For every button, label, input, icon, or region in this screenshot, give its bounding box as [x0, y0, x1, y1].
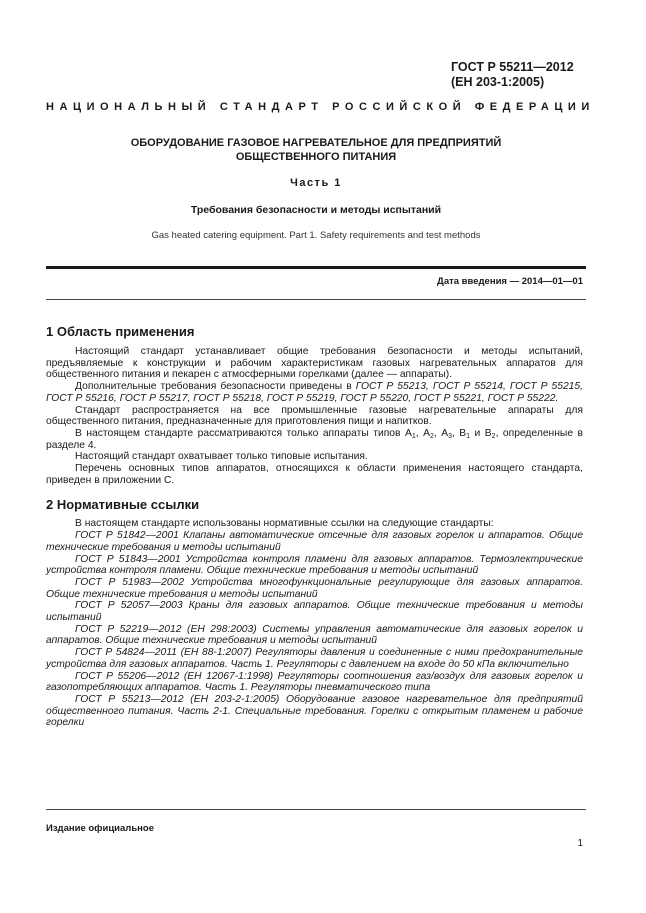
part-label: Часть 1 [290, 177, 342, 189]
normative-reference: ГОСТ Р 51842—2001 Клапаны автоматические отсечные для газовых горелок и аппаратов. Общие технические требования и методы испытаний [46, 530, 583, 553]
document-subtitle: Требования безопасности и методы испытаний [190, 204, 442, 216]
normative-reference: ГОСТ Р 52219—2012 (ЕН 298:2003) Системы управления автоматические для газовых горелок и аппаратов. Общие технические требования и методы испытаний [46, 623, 583, 647]
normative-reference: ГОСТ Р 51843—2001 Устройства контроля пламени для газовых аппаратов. Термоэлектрические устройства контроля пламени. Общие технические требования и методы испытаний [46, 553, 583, 577]
section2-intro: В настоящем стандарте использованы нормативные ссылки на следующие стандарты: [75, 518, 494, 530]
section1-paragraph: Настоящий стандарт устанавливает общие требования безопасности и методы испытаний, предъявляемые к конструкции и рабочим характеристикам газовых нагревательных аппаратов для общественного питания и пекарен с атмосферными горелками (далее — аппараты). [46, 346, 583, 381]
normative-reference: ГОСТ Р 55213—2012 (ЕН 203-2-1:2005) Оборудование газовое нагревательное для предприятий общественного питания. Часть 2-1. Специальные требования. Горелки с открытым пламенем и рабочие горелки [46, 693, 583, 729]
section1-heading: 1 Область применения [46, 324, 195, 339]
title-line2: ОБЩЕСТВЕННОГО ПИТАНИЯ [235, 151, 397, 163]
section1-paragraph: Стандарт распространяется на все промышленные газовые нагревательные аппараты для общественного питания, предназначенные для приготовления пищи и напитков. [46, 404, 583, 428]
normative-reference: ГОСТ Р 52057—2003 Краны для газовых аппаратов. Общие технические требования и методы испытаний [46, 600, 583, 624]
section1-paragraph: Дополнительные требования безопасности приведены в ГОСТ Р 55213, ГОСТ Р 55214, ГОСТ Р 55215, ГОСТ Р 55216, ГОСТ Р 55217, ГОСТ Р 55218, ГОСТ Р 55219, ГОСТ Р 55220, ГОСТ Р 55221, ГОСТ Р 55222. [46, 381, 583, 404]
standard-references: ГОСТ Р 55213, ГОСТ Р 55214, ГОСТ Р 55215, ГОСТ Р 55216, ГОСТ Р 55217, ГОСТ Р 55218, ГОСТ Р 55219, ГОСТ Р 55220, ГОСТ Р 55221, ГОСТ Р 55222. [46, 381, 583, 404]
standard-banner: НАЦИОНАЛЬНЫЙ СТАНДАРТ РОССИЙСКОЙ ФЕДЕРАЦИИ [46, 101, 595, 113]
introduction-date: Дата введения — 2014—01—01 [437, 276, 583, 287]
page-number: 1 [577, 838, 583, 849]
section1-paragraph: Перечень основных типов аппаратов, относящихся к области применения настоящего стандарта, приведен в приложении С. [46, 463, 583, 486]
doc-number-line1: ГОСТ Р 55211—2012 [451, 60, 574, 74]
normative-reference: ГОСТ Р 54824—2011 (ЕН 88-1:2007) Регуляторы давления и соединенные с ними предохранительные устройства для газовых аппаратов. Часть 1. Регуляторы с давлением на входе до 50 кПа включительно [46, 647, 583, 670]
thin-divider [46, 299, 586, 300]
section1-paragraph: Настоящий стандарт охватывает только типовые испытания. [75, 451, 368, 463]
footer-divider [46, 809, 586, 810]
doc-number-line2: (ЕН 203-1:2005) [451, 75, 545, 89]
official-edition-label: Издание официальное [46, 823, 154, 834]
document-title [46, 136, 586, 164]
section2-heading: 2 Нормативные ссылки [46, 497, 200, 513]
document-number [451, 60, 591, 90]
normative-reference: ГОСТ Р 51983—2002 Устройства многофункциональные регулирующие для газовых аппаратов. Общие технические требования и методы испытаний [46, 576, 583, 600]
english-title: Gas heated catering equipment. Part 1. Safety requirements and test methods [151, 230, 481, 241]
section1-paragraph: В настоящем стандарте рассматриваются только аппараты типов $А_1$, $А_2$, $А_3$, $В_1$ и $В_2$, определенные в разделе 4. [46, 427, 583, 451]
title-line1: ОБОРУДОВАНИЕ ГАЗОВОЕ НАГРЕВАТЕЛЬНОЕ ДЛЯ ПРЕДПРИЯТИЙ [130, 137, 502, 149]
document-body [46, 324, 583, 729]
normative-reference: ГОСТ Р 55206—2012 (ЕН 12067-1:1998) Регуляторы соотношения газ/воздух для газовых горелок и газопотребляющих аппаратов. Часть 1. Регуляторы пневматического типа [46, 670, 583, 694]
thick-divider [46, 266, 586, 269]
